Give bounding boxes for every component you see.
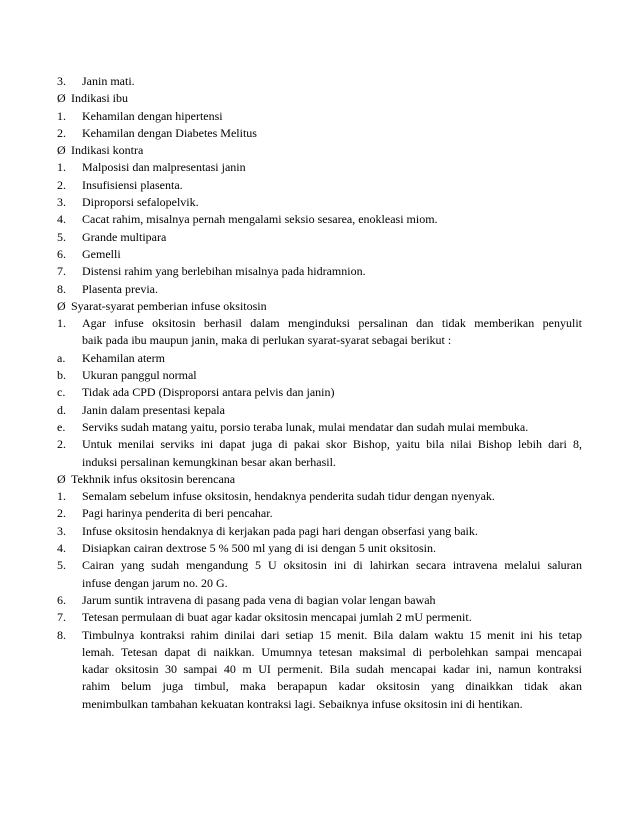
section-heading-text: Indikasi ibu	[71, 91, 128, 106]
list-marker: 2.	[57, 437, 66, 452]
list-item-text: Grande multipara	[82, 229, 167, 244]
list-marker: 3.	[57, 195, 66, 210]
list-item-text: Tetesan permulaan di buat agar kadar oksitosin mencapai jumlah 2 mU permenit.	[82, 610, 472, 625]
list-item-text: Kehamilan dengan Diabetes Melitus	[82, 125, 257, 140]
list-item-text: Pagi harinya penderita di beri pencahar.	[82, 506, 273, 521]
document-line-continuation: kadar oksitosin 30 sampai 40 m UI permenit. Bila sudah mencapai kadar ini, namun kontraksi	[82, 662, 582, 677]
list-item-text: Serviks sudah matang yaitu, porsio teraba lunak, mulai mendatar dan sudah mulai membuka.	[82, 419, 529, 434]
list-item	[57, 246, 582, 263]
list-item	[57, 350, 582, 367]
list-item-text: Untuk menilai serviks ini dapat juga di pakai skor Bishop, yaitu bila nilai Bishop lebih dari 8,	[82, 437, 582, 452]
document-line-continuation: baik pada ibu maupun janin, maka di perlukan syarat-syarat sebagai berikut :	[82, 333, 452, 348]
list-marker: 3.	[57, 523, 66, 538]
list-item	[57, 73, 582, 90]
list-item	[57, 540, 582, 557]
list-item-text: Janin mati.	[82, 74, 135, 88]
list-item-text: Disiapkan cairan dextrose 5 % 500 ml yang di isi dengan 5 unit oksitosin.	[82, 541, 436, 556]
list-marker: 1.	[57, 316, 66, 331]
section-heading-text: Syarat-syarat pemberian infuse oksitosin	[71, 298, 267, 313]
list-marker: 1.	[57, 489, 66, 504]
list-item	[57, 488, 582, 505]
list-item-text: Plasenta previa.	[82, 281, 158, 296]
document-line-continuation: induksi persalinan kemungkinan besar akan berhasil.	[82, 454, 336, 469]
list-item-text: Cacat rahim, misalnya pernah mengalami seksio sesarea, enokleasi miom.	[82, 212, 438, 227]
list-item	[57, 384, 582, 401]
list-item	[57, 315, 582, 332]
section-heading-text: Indikasi kontra	[71, 143, 144, 158]
section-heading	[57, 471, 582, 488]
list-item	[57, 281, 582, 298]
list-marker: c.	[57, 385, 66, 400]
list-marker: 2.	[57, 177, 66, 192]
list-marker: 5.	[57, 229, 66, 244]
list-item	[57, 609, 582, 626]
list-marker: 4.	[57, 541, 66, 556]
list-item-text: Tidak ada CPD (Disproporsi antara pelvis dan janin)	[82, 385, 335, 400]
list-marker: 3.	[57, 74, 66, 88]
list-marker: 1.	[57, 108, 66, 123]
section-heading-text: Tekhnik infus oksitosin berencana	[71, 471, 236, 486]
list-item-text: Distensi rahim yang berlebihan misalnya pada hidramnion.	[82, 264, 366, 279]
list-marker: 4.	[57, 212, 66, 227]
list-item-text: Gemelli	[82, 246, 121, 261]
list-item	[57, 557, 582, 574]
list-item	[57, 211, 582, 228]
list-marker: e.	[57, 419, 66, 434]
list-item	[57, 194, 582, 211]
bullet-marker: Ø	[57, 91, 66, 106]
section-heading	[57, 298, 582, 315]
document-line-continuation: infuse dengan jarum no. 20 G.	[82, 575, 228, 590]
list-item-text: Jarum suntik intravena di pasang pada vena di bagian volar lengan bawah	[82, 592, 436, 607]
bullet-marker: Ø	[57, 471, 66, 486]
list-marker: 2.	[57, 125, 66, 140]
bullet-marker: Ø	[57, 143, 66, 158]
list-marker: b.	[57, 368, 66, 383]
list-item	[57, 627, 582, 644]
list-item	[57, 523, 582, 540]
list-marker: 8.	[57, 627, 66, 642]
list-item-text: Agar infuse oksitosin berhasil dalam menginduksi persalinan dan tidak memberikan penyulit	[82, 316, 582, 331]
list-item	[57, 505, 582, 522]
list-item	[57, 402, 582, 419]
list-item-text: Insufisiensi plasenta.	[82, 177, 183, 192]
list-item	[57, 592, 582, 609]
section-heading	[57, 142, 582, 159]
list-marker: 6.	[57, 246, 66, 261]
list-item-text: Timbulnya kontraksi rahim dinilai dari setiap 15 menit. Bila dalam waktu 15 menit ini his tetap	[82, 627, 582, 642]
list-marker: a.	[57, 350, 66, 365]
list-item	[57, 263, 582, 280]
list-item-text: Janin dalam presentasi kepala	[82, 402, 225, 417]
list-marker: 1.	[57, 160, 66, 175]
list-marker: 8.	[57, 281, 66, 296]
document-body	[57, 73, 582, 713]
list-item-text: Kehamilan aterm	[82, 350, 165, 365]
list-marker: 2.	[57, 506, 66, 521]
list-item-text: Ukuran panggul normal	[82, 368, 197, 383]
list-item	[57, 125, 582, 142]
list-item-text: Diproporsi sefalopelvik.	[82, 195, 199, 210]
list-item	[57, 108, 582, 125]
list-marker: 5.	[57, 558, 66, 573]
list-marker: 6.	[57, 592, 66, 607]
document-line-continuation: lemah. Tetesan dapat di naikkan. Umumnya tetesan maksimal di perbolehkan sampai mencapai	[82, 644, 582, 659]
list-marker: d.	[57, 402, 66, 417]
list-item	[57, 159, 582, 176]
list-item-text: Semalam sebelum infuse oksitosin, hendaknya penderita sudah tidur dengan nyenyak.	[82, 489, 495, 504]
list-marker: 7.	[57, 610, 66, 625]
list-marker: 7.	[57, 264, 66, 279]
list-item-text: Malposisi dan malpresentasi janin	[82, 160, 246, 175]
list-item-text: Cairan yang sudah mengandung 5 U oksitosin ini di lahirkan secara intravena melalui saluran	[82, 558, 582, 573]
list-item	[57, 419, 582, 436]
list-item-text: Infuse oksitosin hendaknya di kerjakan pada pagi hari dengan obserfasi yang baik.	[82, 523, 478, 538]
list-item-text: Kehamilan dengan hipertensi	[82, 108, 223, 123]
list-item	[57, 436, 582, 453]
document-line-continuation: menimbulkan tambahan kekuatan kontraksi lagi. Sebaiknya infuse oksitosin ini di hentikan.	[82, 696, 523, 711]
document-line-continuation: rahim belum juga timbul, maka berapapun kadar oksitosin yang dinaikkan tidak akan	[82, 679, 582, 694]
section-heading	[57, 90, 582, 107]
list-item	[57, 177, 582, 194]
bullet-marker: Ø	[57, 298, 66, 313]
list-item	[57, 229, 582, 246]
list-item	[57, 367, 582, 384]
